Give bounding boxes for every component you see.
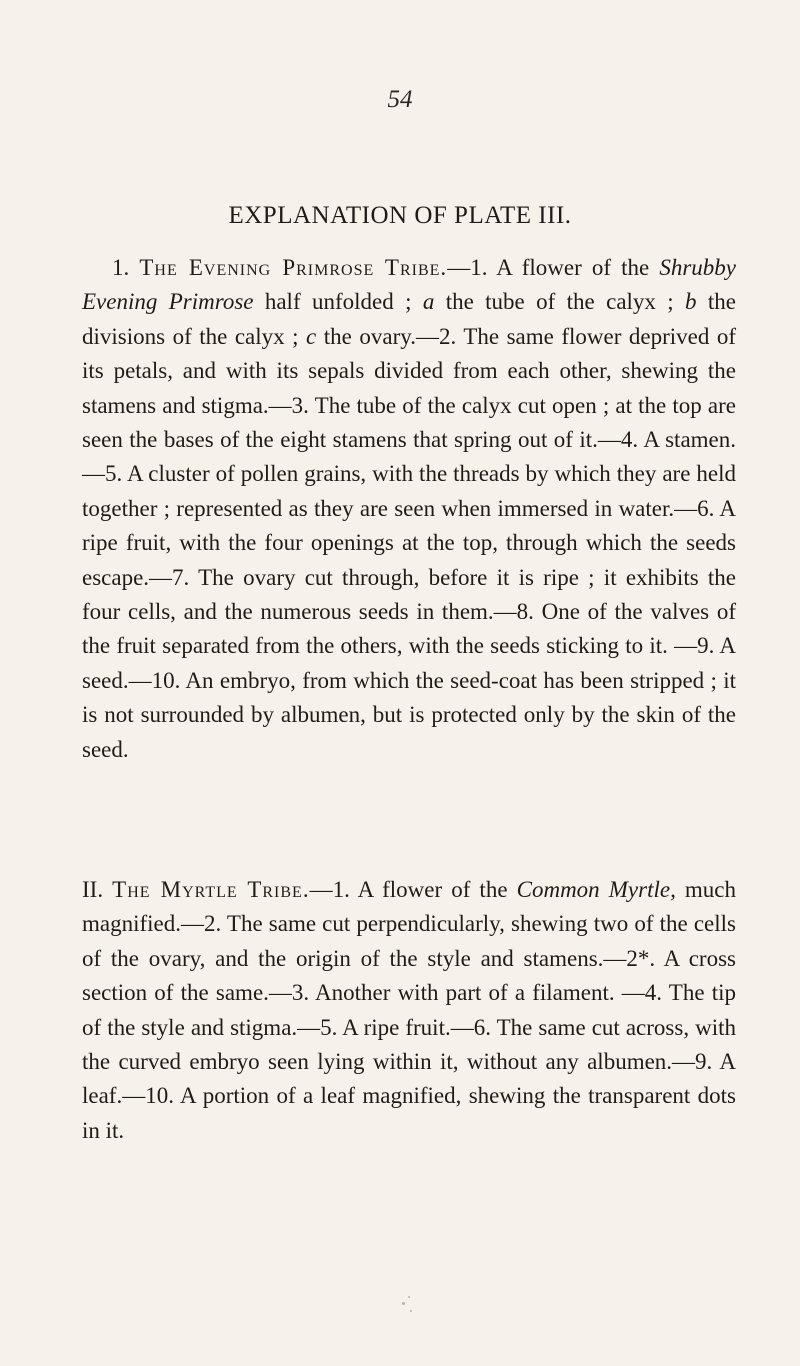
section-2-text-2: much magnified.—2. The same cut perpendicularly, shewing two of the cells of the ovary, and the origin of the style and stamens.—2*. A cross section of the same.—3. Another with part of a filament. —4. The tip of the style and stigma.—5. A ripe fruit.—6. The same cut across, with the curved embryo seen lying within it, without any albumen.—9. A leaf.—10. A portion of a leaf magnified, shewing the transparent dots in it. [82, 877, 737, 1143]
section-evening-primrose-tribe [82, 251, 736, 767]
section-1-text-2: half unfolded ; [253, 289, 423, 315]
section-1-italic-a: a [422, 289, 435, 315]
section-myrtle-tribe [82, 873, 736, 1148]
section-1-text-1: —1. A flower of the [447, 255, 660, 280]
section-1-text-3: the tube of the calyx ; [434, 289, 686, 315]
section-2-heading: The Myrtle Tribe. [112, 877, 310, 902]
section-1-heading: The Evening Primrose Tribe. [139, 255, 448, 280]
paper-speck [408, 1296, 410, 1298]
section-2-numeral: II. [82, 877, 104, 902]
section-2-italic-species: Common Myrtle, [516, 877, 676, 902]
section-1-numeral: 1. [112, 255, 130, 280]
section-2-text-1: —1. A flower of the [309, 877, 517, 902]
section-1-text-5: the ovary.—2. The same flower deprived of its petals, and with its sepals divided from each other, shewing the stamens and stigma.—3. The tube of the calyx cut open ; at the top are seen the bases of the eight stamens that spring out of it.—4. A stamen.—5. A cluster of pollen grains, with the threads by which they are held together ; represented as they are seen when immersed in water.—6. A ripe fruit, with the four openings at the top, through which the seeds escape.—7. The ovary cut through, before it is ripe ; it exhibits the four cells, and the numerous seeds in them.—8. One of the valves of the fruit separated from the others, with the seeds sticking to it. —9. A seed.—10. An embryo, from which the seed-coat has been stripped ; it is not surrounded by albumen, but is protected only by the skin of the seed. [82, 323, 736, 762]
section-1-italic-species: Shrubby Evening Primrose [82, 255, 737, 315]
page-number: 54 [387, 86, 413, 113]
section-1-italic-c: c [306, 323, 317, 349]
paper-speck [402, 1302, 405, 1305]
section-1-text-4: the divisions of the calyx ; [82, 289, 736, 349]
paper-speck [410, 1310, 412, 1312]
section-1-italic-b: b [685, 289, 697, 315]
plate-explanation-title: EXPLANATION OF PLATE III. [228, 202, 572, 229]
